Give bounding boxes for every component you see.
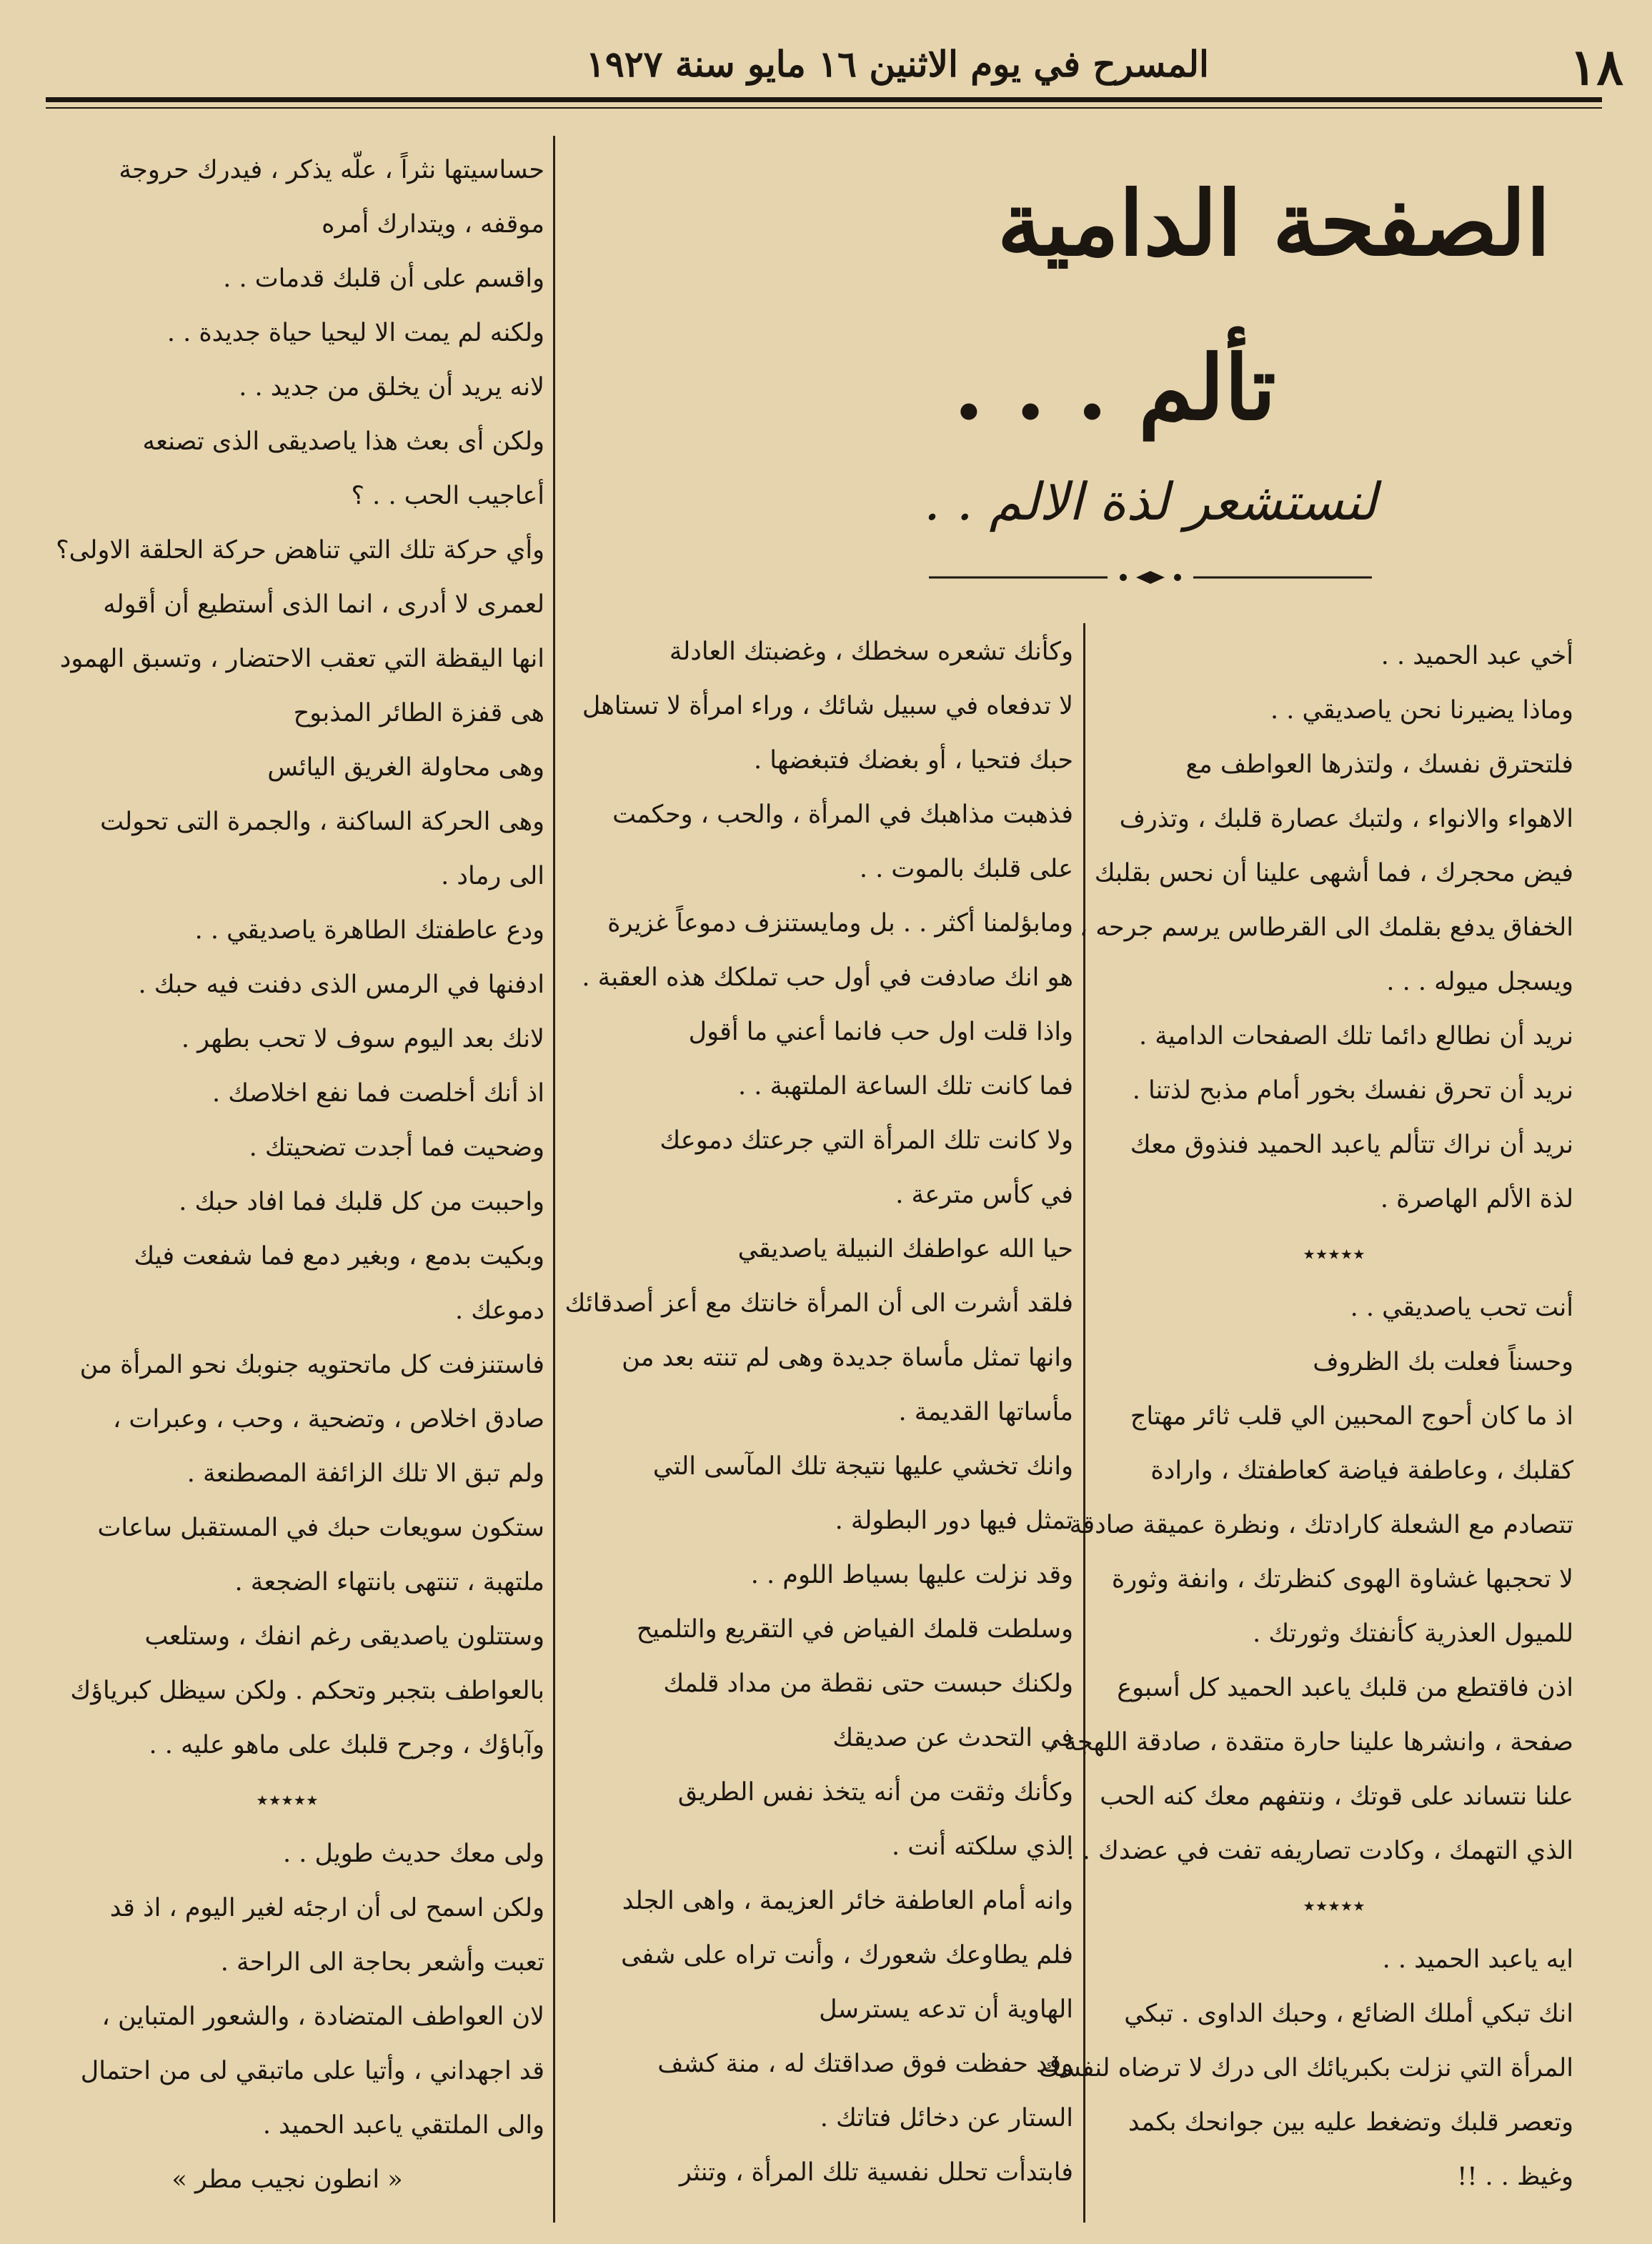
text-line: ولكن اسمح لى أن ارجئه لغير اليوم ، اذ قد — [109, 1894, 544, 1922]
text-line: تتصادم مع الشعلة كارادتك ، ونظرة عميقة صادقة — [1069, 1511, 1573, 1539]
text-line: ادفنها في الرمس الذى دفنت فيه حبك . — [138, 970, 544, 999]
section-separator: ٭٭٭٭٭ — [1303, 1240, 1365, 1267]
text-line: واحببت من كل قلبك فما افاد حبك . — [179, 1188, 544, 1216]
text-line: المرأة التي نزلت بكبريائك الى درك لا ترضاه لنفسك — [1038, 2054, 1573, 2082]
text-line: نريد أن نطالع دائما تلك الصفحات الدامية . — [1139, 1022, 1573, 1051]
text-line: وسلطت قلمك الفياض في التقريع والتلميح — [636, 1615, 1073, 1644]
article-subtitle: تألم . . . — [953, 337, 1276, 440]
text-line: كقلبك ، وعاطفة فياضة كعاطفتك ، وارادة — [1150, 1456, 1573, 1485]
text-line: حيا الله عواطفك النبيلة ياصديقي — [737, 1235, 1073, 1264]
text-line: ستكون سويعات حبك في المستقبل ساعات — [97, 1514, 544, 1542]
text-line: ومابؤلمنا أكثر . . بل ومايستنزف دموعاً غزيرة — [607, 909, 1073, 938]
text-line: للميول العذرية كأنفتك وثورتك . — [1253, 1619, 1573, 1648]
text-line: وانه أمام العاطفة خائر العزيمة ، واهى الجلد — [622, 1887, 1073, 1915]
text-line: صادق اخلاص ، وتضحية ، وحب ، وعبرات ، — [112, 1405, 544, 1434]
text-line: وستتلون ياصديقى رغم انفك ، وستلعب — [144, 1622, 544, 1651]
text-line: انك تبكي أملك الضائع ، وحبك الداوى . تبكي — [1124, 2000, 1573, 2028]
text-line: ودع عاطفتك الطاهرة ياصديقي . . — [194, 916, 544, 945]
text-line: نريد أن تحرق نفسك بخور أمام مذبح لذتنا . — [1132, 1076, 1573, 1105]
text-line: الهاوية أن تدعه يسترسل — [819, 1995, 1073, 2024]
text-line: وانها تمثل مأساة جديدة وهى لم تنته بعد من — [622, 1344, 1073, 1372]
text-line: ولكن أى بعث هذا ياصديقى الذى تصنعه — [142, 427, 544, 456]
text-line: ولى معك حديث طويل . . — [282, 1840, 544, 1868]
text-line: الذي سلكته أنت . — [891, 1832, 1073, 1861]
text-line: وقد نزلت عليها بسياط اللوم . . — [750, 1561, 1073, 1589]
text-line: ايه ياعبد الحميد . . — [1382, 1945, 1573, 1974]
text-line: ويسجل ميوله . . . — [1386, 968, 1573, 996]
text-line: في التحدث عن صديقك — [832, 1724, 1073, 1752]
text-line: اذن فاقتطع من قلبك ياعبد الحميد كل أسبوع — [1117, 1674, 1573, 1702]
text-line: فاستنزفت كل ماتحتويه جنوبك نحو المرأة من — [79, 1351, 544, 1379]
text-line: انها اليقظة التي تعقب الاحتضار ، وتسبق الهمود — [59, 645, 544, 673]
text-line: بالعواطف بتجبر وتحكم . ولكن سيظل كبرياؤك — [70, 1677, 544, 1705]
text-line: دموعك . — [454, 1296, 544, 1325]
text-line: في كأس مترعة . — [895, 1181, 1073, 1209]
article-tagline: لنستشعر لذة الالم . . — [923, 472, 1377, 532]
text-line: نريد أن نراك تتألم ياعبد الحميد فنذوق معك — [1130, 1131, 1573, 1159]
text-line: حساسيتها نثراً ، علّه يذكر ، فيدرك حروجة — [119, 156, 544, 184]
text-line: وقد حفظت فوق صداقتك له ، منة كشف — [657, 2050, 1073, 2078]
text-line: فابتدأت تحلل نفسية تلك المرأة ، وتنثر — [679, 2158, 1073, 2187]
text-line: ولكنه لم يمت الا ليحيا حياة جديدة . . — [166, 319, 544, 347]
text-line: هو انك صادفت في أول حب تملكك هذه العقبة . — [582, 963, 1073, 992]
text-line: وهى الحركة الساكنة ، والجمرة التى تحولت — [100, 808, 544, 836]
column-rule-left — [553, 136, 555, 2223]
ornament-divider — [929, 569, 1372, 586]
text-column-middle — [563, 625, 1073, 2200]
header-rule-thick — [46, 97, 1602, 102]
text-line: صفحة ، وانشرها علينا حارة متقدة ، صادقة اللهجة ، — [1048, 1728, 1573, 1757]
text-line: تمثل فيها دور البطولة . — [835, 1506, 1073, 1535]
text-line: وأي حركة تلك التي تناهض حركة الحلقة الاولى؟ — [56, 536, 544, 565]
text-line: حبك فتحيا ، أو بغضك فتبغضها . — [754, 746, 1073, 775]
text-line: أخي عبد الحميد . . — [1380, 642, 1573, 670]
text-column-right — [1038, 629, 1573, 2204]
text-line: الاهواء والانواء ، ولتبك عصارة قلبك ، وتذرف — [1119, 805, 1573, 833]
text-line: الى رماد . — [441, 862, 544, 890]
section-separator: ٭٭٭٭٭ — [1303, 1892, 1365, 1919]
text-line: فلم يطاوعك شعورك ، وأنت تراه على شفى — [621, 1941, 1073, 1970]
text-line: الستار عن دخائل فتاتك . — [820, 2104, 1073, 2133]
text-line: قد اجهداني ، وأتيا على ماتبقي لى من احتمال — [80, 2057, 544, 2085]
text-line: هى قفزة الطائر المذبوح — [293, 699, 544, 728]
text-line: فما كانت تلك الساعة الملتهبة . . — [737, 1072, 1073, 1101]
text-line: ولم تبق الا تلك الزائفة المصطنعة . — [186, 1459, 544, 1488]
header-rule-thin — [46, 107, 1602, 109]
text-line: لا تحجبها غشاوة الهوى كنظرتك ، وانفة وثورة — [1111, 1565, 1573, 1594]
text-line: واقسم على أن قلبك قدمات . . — [223, 264, 544, 293]
text-line: ملتهبة ، تنتهى بانتهاء الضجعة . — [234, 1568, 544, 1597]
text-line: على قلبك بالموت . . — [859, 855, 1073, 883]
text-line: والى الملتقي ياعبد الحميد . — [262, 2111, 544, 2140]
text-line: مأساتها القديمة . — [898, 1398, 1073, 1426]
text-line: فلقد أشرت الى أن المرأة خانتك مع أعز أصدقائك — [564, 1289, 1073, 1318]
text-line: لعمرى لا أدرى ، انما الذى أستطيع أن أقوله — [103, 590, 544, 619]
text-line: وماذا يضيرنا نحن ياصديقي . . — [1270, 696, 1573, 725]
text-line: لانه يريد أن يخلق من جديد . . — [239, 373, 544, 402]
text-line: وضحيت فما أجدت تضحيتك . — [249, 1133, 544, 1162]
text-column-left — [30, 143, 544, 2207]
text-line: لانك بعد اليوم سوف لا تحب بطهر . — [181, 1025, 544, 1053]
text-line: الذي التهمك ، وكادت تصاريفه تفت في عضدك . . — [1066, 1837, 1573, 1865]
text-line: وآباؤك ، وجرح قلبك على ماهو عليه . . — [149, 1731, 544, 1759]
text-line: واذا قلت اول حب فانما أعني ما أقول — [688, 1018, 1073, 1046]
text-line: لذة الألم الهاصرة . — [1380, 1185, 1573, 1213]
text-line: أعاجيب الحب . . ؟ — [351, 482, 544, 510]
text-line: لا تدفعاه في سبيل شائك ، وراء امرأة لا تستاهل — [582, 692, 1073, 720]
running-head: المسرح في يوم الاثنين ١٦ مايو سنة ١٩٢٧ — [586, 43, 1209, 85]
text-line: اذ ما كان أحوج المحبين الي قلب ثائر مهتاج — [1130, 1402, 1573, 1431]
text-line: ولا كانت تلك المرأة التي جرعتك دموعك — [660, 1126, 1073, 1155]
text-line: لان العواطف المتضادة ، والشعور المتباين ، — [101, 2002, 544, 2031]
text-line: وانك تخشي عليها نتيجة تلك المآسى التي — [652, 1452, 1073, 1481]
text-line: وكأنك وثقت من أنه يتخذ نفس الطريق — [677, 1778, 1073, 1807]
text-line: وحسناً فعلت بك الظروف — [1313, 1348, 1573, 1376]
text-line: أنت تحب ياصديقي . . — [1350, 1294, 1573, 1322]
text-line: فلتحترق نفسك ، ولتذرها العواطف مع — [1185, 750, 1573, 779]
text-line: ولكنك حبست حتى نقطة من مداد قلمك — [663, 1669, 1073, 1698]
text-line: تعبت وأشعر بحاجة الى الراحة . — [220, 1948, 544, 1977]
text-line: موقفه ، ويتدارك أمره — [322, 210, 544, 239]
text-line: وغيظ . . !! — [1457, 2163, 1573, 2191]
text-line: اذ أنك أخلصت فما نفع اخلاصك . — [212, 1079, 544, 1108]
text-line: الخفاق يدفع بقلمك الى القرطاس يرسم جرحه ، — [1079, 913, 1573, 942]
article-title: الصفحة الدامية — [997, 172, 1551, 276]
author-signature: « انطون نجيب مطر » — [171, 2165, 403, 2194]
column-rule-right — [1083, 623, 1085, 2223]
text-line: فذهبت مذاهبك في المرأة ، والحب ، وحكمت — [612, 800, 1073, 829]
text-line: وكأنك تشعره سخطك ، وغضبتك العادلة — [669, 637, 1073, 666]
text-line: فيض محجرك ، فما أشهى علينا أن نحس بقلبك — [1094, 859, 1573, 888]
section-separator: ٭٭٭٭٭ — [256, 1786, 319, 1813]
page-number: ١٨ — [1569, 37, 1623, 96]
text-line: وتعصر قلبك وتضغط عليه بين جوانحك بكمد — [1128, 2108, 1573, 2137]
text-line: وهى محاولة الغريق اليائس — [267, 753, 544, 782]
text-line: وبكيت بدمع ، وبغير دمع فما شفعت فيك — [134, 1242, 544, 1271]
text-line: علنا نتساند على قوتك ، ونتفهم معك كنه الحب — [1100, 1782, 1573, 1811]
